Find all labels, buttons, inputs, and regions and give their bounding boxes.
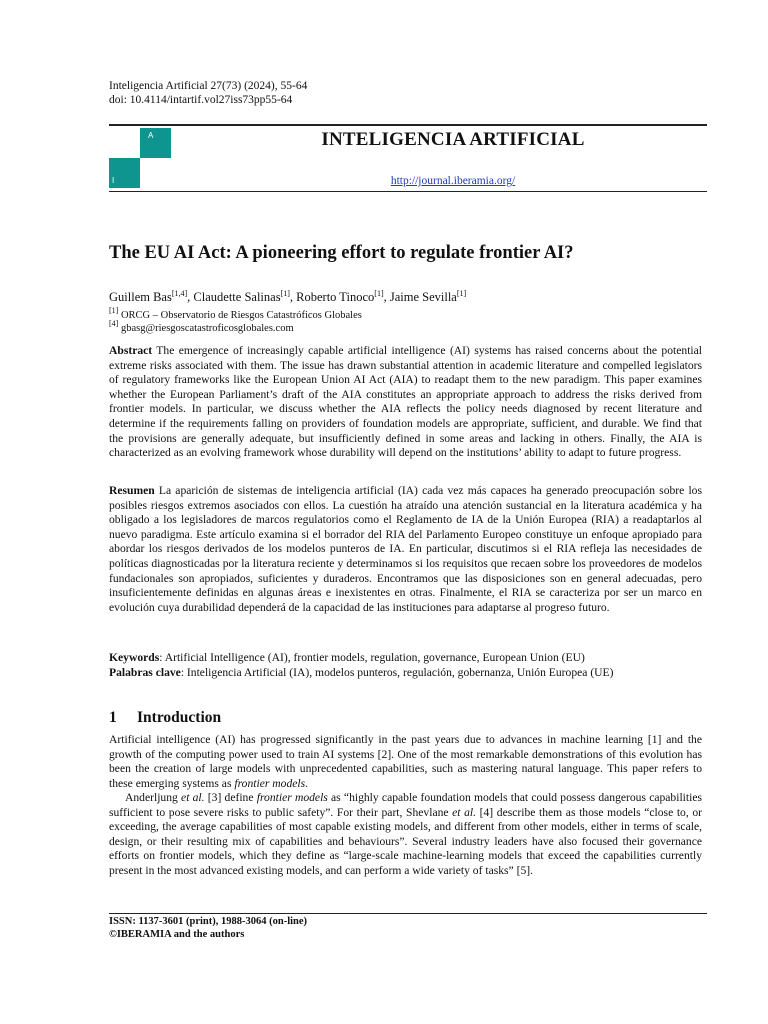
journal-logo — [109, 128, 171, 188]
abstract-label: Abstract — [109, 344, 153, 357]
journal-url-link[interactable]: http://journal.iberamia.org/ — [390, 175, 516, 187]
paragraph-text: as “highly capable foundation models that could possess dangerous capabilities sufficient to pose severe risks to public safety”. For their part, Shevlane — [109, 791, 702, 819]
abstract-text: The emergence of increasingly capable artificial intelligence (AI) systems has raised concerns about the potential extreme risks associated with them. The issue has drawn substantial attention in academic literature and compelled legislators of regulatory frameworks like the European Union AI Act (AIA) to readapt them to the new paradigm. This paper examines whether the European Parliament’s draft of the AIA constitutes an appropriate approach to address the risks derived from frontier models. In particular, we discuss whether the AIA reflects the policy needs diagnosed by recent literature and determine if the requirements falling on providers of foundation models are appropriate, sufficient, and durable. We find that the provisions are generally adequate, but insufficiently defined in some areas and lacking in others. Finally, the AIA is characterized as an evolving framework whose durability will depend on the institutions’ ability to adapt to future progress. — [109, 344, 702, 460]
author-name: Claudette Salinas — [193, 290, 281, 304]
author-name: Jaime Sevilla — [389, 290, 457, 304]
author-separator: , — [187, 290, 194, 304]
author-name: Guillem Bas — [109, 290, 172, 304]
paragraph-italic: et al. — [452, 805, 477, 819]
intro-paragraph-1 — [109, 733, 702, 791]
affiliation-text: gbasg@riesgoscatastroficosglobales.com — [118, 323, 294, 334]
author-affil: [1] — [456, 289, 467, 298]
palabras-clave — [109, 666, 707, 681]
citation-block — [109, 79, 307, 107]
doi: doi: 10.4114/intartif.vol27iss73pp55-64 — [109, 94, 293, 106]
copyright: ©IBERAMIA and the authors — [109, 929, 245, 940]
logo-letter-i: I — [112, 176, 115, 185]
section-title: Introduction — [137, 709, 222, 726]
keywords-label: Keywords — [109, 651, 160, 664]
author-affil: [1] — [374, 289, 384, 298]
keywords — [109, 651, 707, 666]
paragraph-text: Artificial intelligence (AI) has progressed significantly in the past years due to advances in machine learning [1] and the growth of the computing power used to train AI systems [2]. One of the most remarkable demonstrations of this evolution has been the creation of large models with unprecedented capabilities, such as mastering natural language. This paper refers to these emerging systems as — [109, 733, 702, 790]
header-rule-bottom — [109, 191, 707, 192]
logo-square-top — [140, 128, 171, 158]
affiliation-text: ORCG – Observatorio de Riesgos Catastróficos Globales — [118, 310, 362, 321]
issn: ISSN: 1137-3601 (print), 1988-3064 (on-line) — [109, 916, 308, 927]
author-affil: [1,4] — [171, 289, 188, 298]
abstract — [109, 344, 702, 461]
palabras-clave-label: Palabras clave — [109, 666, 181, 679]
footer-rule — [109, 913, 707, 914]
resumen — [109, 484, 702, 615]
section-heading — [109, 709, 221, 727]
paragraph-italic: frontier models — [256, 791, 328, 804]
header-rule-top — [109, 124, 707, 126]
intro-paragraph-2 — [109, 791, 702, 879]
section-number: 1 — [109, 709, 117, 726]
author-separator: , — [289, 290, 297, 304]
paragraph-italic: et al. — [181, 791, 205, 804]
paragraph-text: [4] describe them as those models “close to, or exceeding, the average capabilities of most capable existing models, and different from other models, either in terms of scale, design, or their resulting mix of capabilities and behaviours”. Several industry leaders have also focused their governance efforts on frontier models, which they define as “large-scale machine-learning models that exceed the capabilities currently present in the most advanced existing models, and can perform a wide variety of tasks” [5]. — [109, 805, 702, 877]
keywords-text: : Artificial Intelligence (AI), frontier models, regulation, governance, European Union (EU) — [159, 651, 585, 664]
journal-name: INTELIGENCIA ARTIFICIAL — [321, 129, 585, 150]
affiliation-marker: [1] — [109, 306, 119, 315]
journal-url-container — [240, 175, 666, 187]
paragraph-italic: frontier models — [234, 776, 306, 790]
palabras-clave-text: : Inteligencia Artificial (IA), modelos punteros, regulación, gobernanza, Unión Europea (UE) — [180, 666, 614, 679]
affiliation-marker: [4] — [109, 319, 119, 328]
footer — [109, 915, 307, 941]
logo-letter-a: A — [148, 131, 154, 140]
paper-title: The EU AI Act: A pioneering effort to regulate frontier AI? — [109, 243, 574, 263]
author-separator: , — [383, 290, 390, 304]
author-list — [109, 289, 466, 305]
paragraph-text: Anderljung — [125, 791, 182, 804]
paragraph-text: [3] define — [204, 791, 257, 804]
author-affil: [1] — [280, 289, 290, 298]
journal-citation: Inteligencia Artificial 27(73) (2024), 55-64 — [109, 80, 308, 92]
resumen-label: Resumen — [109, 484, 155, 497]
paragraph-text: . — [305, 776, 309, 790]
resumen-text: La aparición de sistemas de inteligencia artificial (IA) cada vez más capaces ha generado preocupación sobre los posibles riesgos extremos asociados con ellos. La cuestión ha atraído una atención sustancial en la literatura académica y ha obligado a los legisladores de marcos regulatorios como el Reglamento de IA de la Unión Europea (RIA) a readaptarlos al nuevo paradigma. Este artículo examina si el borrador del RIA del Parlamento Europeo constituye un enfoque apropiado para abordar los riesgos derivados de los modelos punteros de IA. En particular, discutimos si el RIA refleja las necesidades de políticas diagnosticadas por la literatura reciente y determinamos si los requisitos que recaen sobre los proveedores de modelos fundacionales son apropiados, suficientes y duraderos. Encontramos que las disposiciones son en general adecuadas, pero insuficientemente definidas en algunas áreas e inexistentes en otras. Finalmente, el RIA se caracteriza por ser un marco en evolución cuya durabilidad dependerá de la capacidad de las instituciones para adaptarse al progreso futuro. — [109, 484, 702, 614]
affiliation-email — [109, 317, 294, 335]
author-name: Roberto Tinoco — [296, 290, 375, 304]
